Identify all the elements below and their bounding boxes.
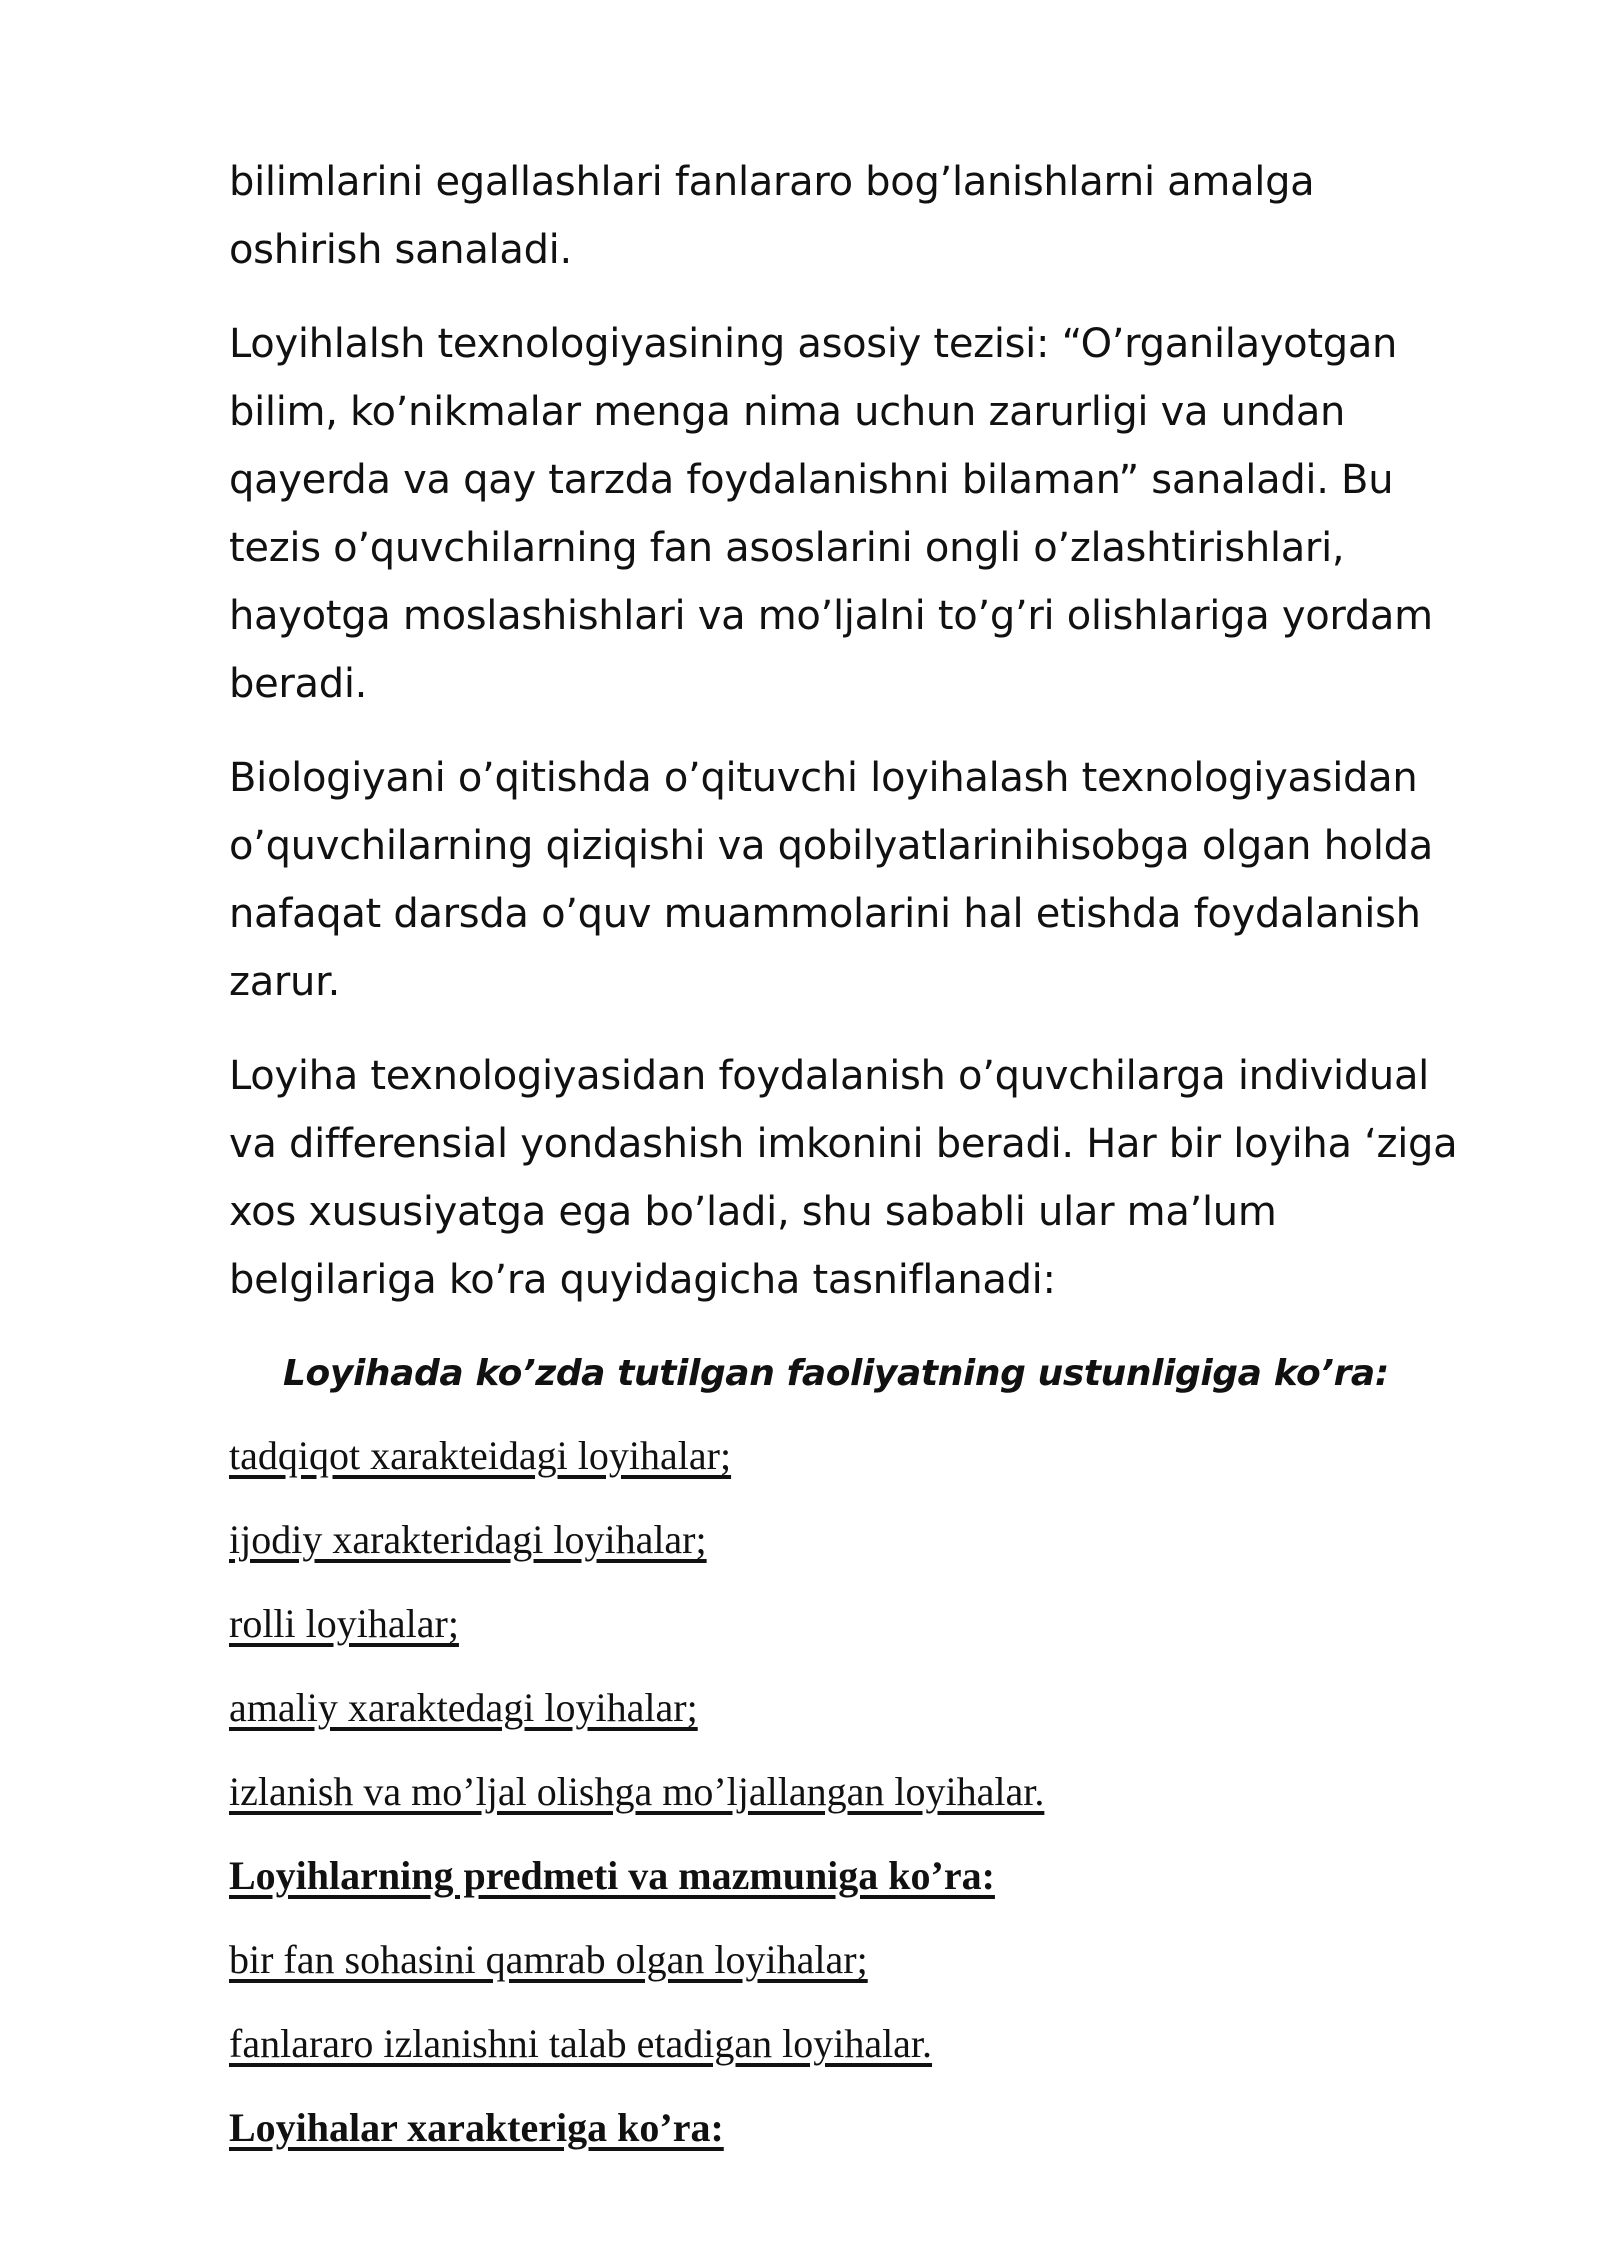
paragraph: Loyiha texnologiyasidan foydalanish o’quvchilarga individual va differensial yondashish imkonini beradi. Har bir loyiha ‘ziga xos xususiyatga ega bo’ladi, shu sababli ular ma’lum belgilariga ko’ra quyidagicha tasniflanadi: — [229, 1053, 1458, 1303]
paragraph: Biologiyani o’qitishda o’qituvchi loyihalash texnologiyasidan o’quvchilarning qiziqishi va qobilyatlarinihisobga olgan holda nafaqat darsda o’quv muammolarini hal etishda foydalanish zarur. — [229, 755, 1433, 1005]
list-item: rolli loyihalar; — [229, 1601, 459, 1646]
document-body — [229, 148, 1479, 2178]
paragraph: bilimlarini egallashlari fanlararo bog’lanishlarni amalga oshirish sanaladi. — [229, 159, 1315, 273]
list-item: izlanish va mo’ljal olishga mo’ljallangan loyihalar. — [229, 1769, 1045, 1814]
list-item: bir fan sohasini qamrab olgan loyihalar; — [229, 1937, 868, 1982]
section-heading-character: Loyihalar xarakteriga ko’ra: — [229, 2105, 724, 2150]
section-heading-subject: Loyihlarning predmeti va mazmuniga ko’ra: — [229, 1853, 995, 1898]
list-item: ijodiy xarakteridagi loyihalar; — [229, 1517, 707, 1562]
list-item: fanlararo izlanishni talab etadigan loyihalar. — [229, 2021, 933, 2066]
paragraph: Loyihlalsh texnologiyasining asosiy tezisi: “O’rganilayotgan bilim, ko’nikmalar menga nima uchun zarurligi va undan qayerda va qay tarzda foydalanishni bilaman” sanaladi. Bu tezis o’quvchilarning fan asoslarini ongli o’zlashtirishlari, hayotga moslashishlari va mo’ljalni to’g’ri olishlariga yordam beradi. — [229, 321, 1433, 707]
subheading-activity-type: Loyihada ko’zda tutilgan faoliyatning ustunligiga ko’ra: — [283, 1353, 1389, 1394]
list-item: tadqiqot xarakteidagi loyihalar; — [229, 1433, 732, 1478]
list-item: amaliy xaraktedagi loyihalar; — [229, 1685, 698, 1730]
